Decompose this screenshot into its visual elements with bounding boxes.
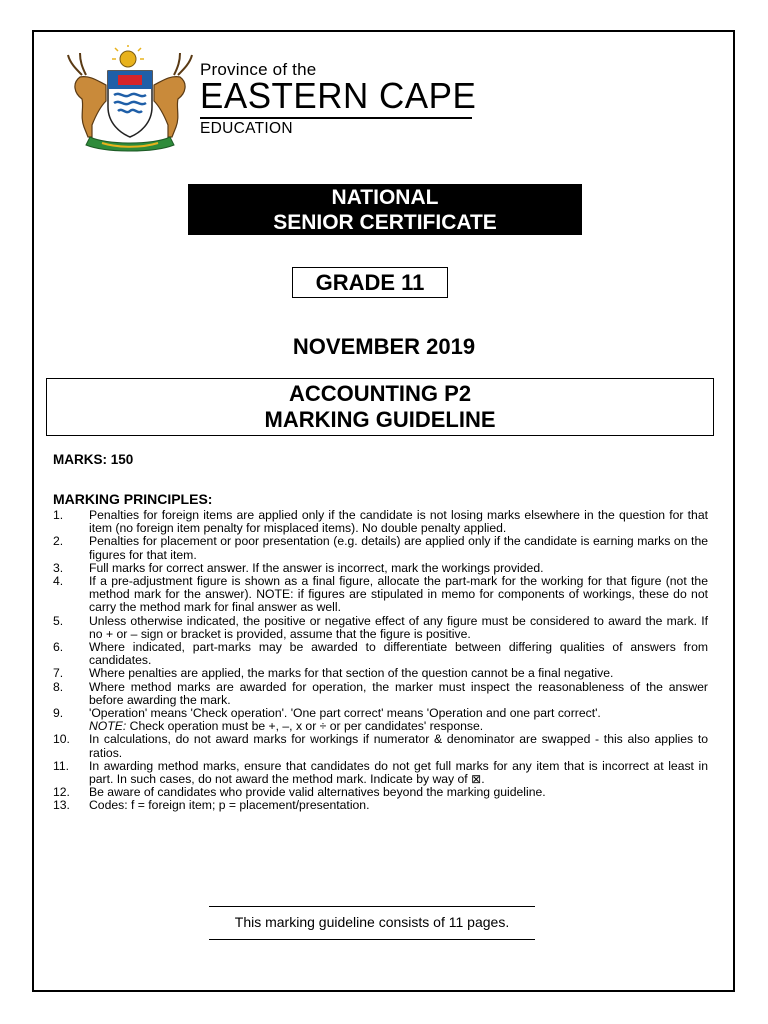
logo-eastern-cape-line: EASTERN CAPE (200, 76, 477, 117)
principle-item (53, 641, 708, 667)
principle-number: 1. (53, 508, 64, 522)
footer-rule-top (209, 906, 535, 907)
principle-item (53, 615, 708, 641)
principle-number: 4. (53, 574, 64, 589)
principle-number: 11. (53, 758, 70, 773)
principle-text: Where method marks are awarded for operation, the marker must inspect the reasonableness of the answer before awarding the mark. (89, 679, 708, 707)
logo-education-line: EDUCATION (200, 120, 293, 137)
principle-item (53, 575, 708, 615)
subject-line-1: ACCOUNTING P2 (288, 381, 472, 406)
principle-text: Be aware of candidates who provide valid alternatives beyond the marking guideline. (89, 785, 546, 800)
principle-text: Codes: f = foreign item; p = placement/presentation. (89, 798, 370, 813)
principle-text: In awarding method marks, ensure that candidates do not get full marks for any item that is incorrect at least in part. In such cases, do not award the method mark. Indicate by way of ⊠. (89, 758, 708, 787)
principle-item (53, 760, 708, 786)
principle-item (53, 535, 708, 561)
principle-number: 5. (53, 613, 64, 628)
logo-province-line: Province of the (200, 60, 317, 79)
principle-number: 12. (53, 785, 70, 800)
principle-text: If a pre-adjustment figure is shown as a final figure, allocate the part-mark for the working for that figure (not the method mark for the answer). NOTE: if figures are stipulated in memo for components of workings, these do not carry the method mark for final answer as well. (89, 574, 708, 615)
principle-text: In calculations, do not award marks for workings if numerator & denominator are swapped - this also applies to ratios. (89, 732, 708, 760)
principle-number: 8. (53, 679, 64, 694)
principle-item (53, 707, 708, 733)
principle-text: Where penalties are applied, the marks for that section of the question cannot be a final negative. (89, 666, 614, 681)
principle-note-label: NOTE: (89, 719, 127, 734)
logo-divider (200, 117, 472, 119)
principle-item (53, 681, 708, 707)
nsc-banner (188, 184, 582, 235)
principle-text: Unless otherwise indicated, the positive or negative effect of any figure must be considered to award the mark. If no + or – sign or bracket is provided, assume that the figure is positive. (89, 613, 708, 641)
footer-rule-bottom (209, 939, 535, 940)
page-count-note: This marking guideline consists of 11 pages. (234, 914, 510, 930)
principle-text: Where indicated, part-marks may be awarded to differentiate between differing qualities of answers from candidates. (89, 640, 708, 668)
total-marks: MARKS: 150 (53, 452, 134, 467)
principle-text: Penalties for placement or poor presentation (e.g. details) are applied only if the candidate is earning marks on the figures for that item. (89, 534, 708, 562)
subject-box (46, 378, 714, 436)
principle-number: 2. (53, 534, 64, 549)
exam-date: NOVEMBER 2019 (292, 334, 476, 359)
coat-of-arms-logo (62, 45, 198, 153)
grade-box: GRADE 11 (292, 267, 448, 298)
principle-number: 13. (53, 798, 70, 813)
principle-item (53, 509, 708, 535)
principle-number: 10. (53, 732, 70, 747)
principle-number: 7. (53, 666, 64, 681)
principle-text: Full marks for correct answer. If the answer is incorrect, mark the workings provided. (89, 560, 544, 575)
principles-list (53, 509, 708, 813)
principle-number: 3. (53, 560, 64, 575)
principles-heading: MARKING PRINCIPLES: (53, 491, 213, 507)
principle-item (53, 799, 708, 812)
principle-text: Penalties for foreign items are applied only if the candidate is not losing marks elsewhere in the question for that item (no foreign item penalty for misplaced items). No double penalty applied. (89, 508, 708, 536)
principle-item (53, 733, 708, 759)
nsc-line-2: SENIOR CERTIFICATE (273, 211, 497, 234)
principle-number: 6. (53, 640, 64, 655)
nsc-line-1: NATIONAL (331, 186, 439, 209)
principle-text: 'Operation' means 'Check operation'. 'One part correct' means 'Operation and one part correct'. (89, 706, 601, 721)
principle-note-text: Check operation must be +, –, x or ÷ or per candidates' response. (126, 719, 484, 734)
province-logo-text (200, 60, 477, 117)
subject-line-2: MARKING GUIDELINE (264, 407, 496, 432)
principle-number: 9. (53, 706, 64, 721)
